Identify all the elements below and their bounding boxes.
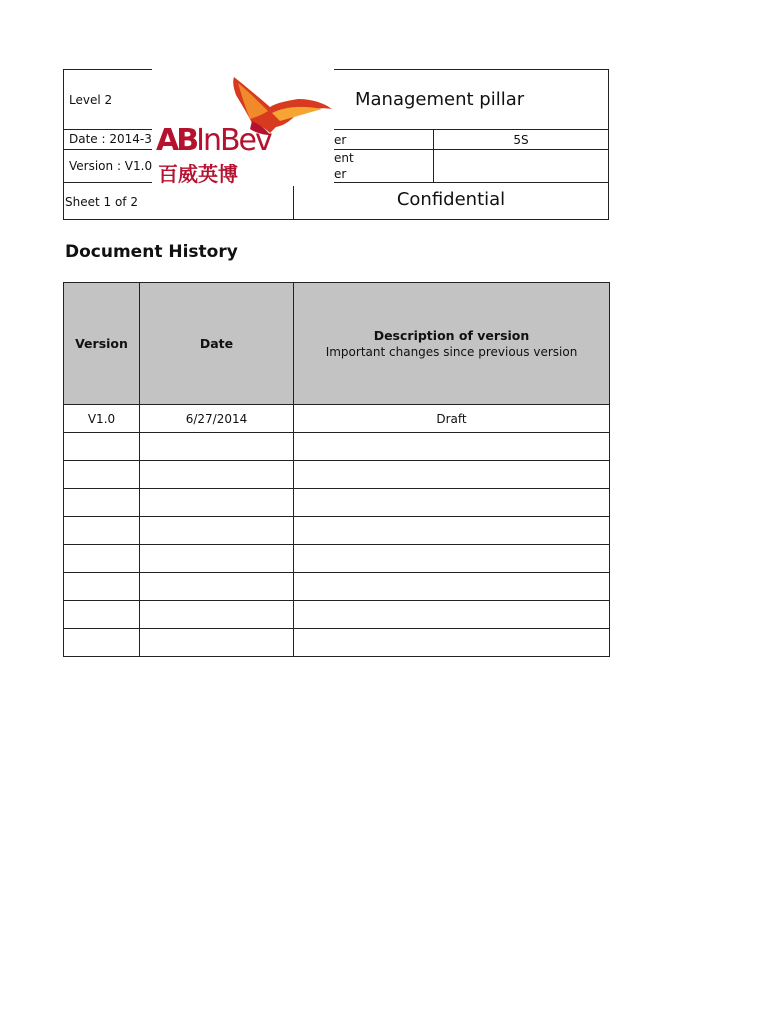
sheet-label: Sheet 1 of 2 — [65, 195, 138, 209]
cell-date — [140, 545, 294, 573]
cell-version — [64, 489, 140, 517]
cell-description — [294, 489, 610, 517]
table-row — [64, 433, 610, 461]
column-header-version: Version — [64, 283, 140, 405]
cell-date — [140, 601, 294, 629]
header-rule-1 — [63, 129, 609, 130]
cell-description — [294, 433, 610, 461]
cell-version — [64, 545, 140, 573]
cell-version — [64, 433, 140, 461]
cell-date — [140, 629, 294, 657]
level-label: Level 2 — [69, 93, 113, 107]
column-header-description: Description of version Important changes since previous version — [294, 283, 610, 405]
cell-date — [140, 573, 294, 601]
date-label: Date : 2014-3 — [69, 132, 152, 146]
pillar-label: er — [334, 133, 347, 147]
table-header-row — [64, 283, 610, 405]
cell-description — [294, 629, 610, 657]
cell-date — [140, 461, 294, 489]
version-label: Version : V1.0 — [69, 159, 153, 173]
logo-wordmark: ABInBev — [156, 123, 271, 158]
table-row — [64, 489, 610, 517]
cell-version — [64, 601, 140, 629]
table-row — [64, 601, 610, 629]
table-row — [64, 545, 610, 573]
header-rule-4 — [63, 182, 609, 183]
cell-date — [140, 517, 294, 545]
table-row — [64, 405, 610, 433]
cell-description — [294, 601, 610, 629]
cell-version: V1.0 — [64, 405, 140, 433]
element-label-line1: ent — [334, 151, 354, 165]
document-history-title: Document History — [65, 242, 238, 262]
table-row — [64, 461, 610, 489]
logo-chinese-name: 百威英博 — [158, 162, 238, 186]
cell-version — [64, 517, 140, 545]
table-row — [64, 573, 610, 601]
document-history-table — [63, 282, 610, 657]
pillar-value: 5S — [513, 133, 529, 147]
element-label-line2: er — [334, 167, 347, 181]
cell-version — [64, 461, 140, 489]
table-row — [64, 517, 610, 545]
abinbev-logo — [152, 69, 334, 186]
cell-description — [294, 545, 610, 573]
cell-description — [294, 517, 610, 545]
column-header-date: Date — [140, 283, 294, 405]
cell-date — [140, 489, 294, 517]
header-rule-2 — [293, 149, 609, 150]
table-row — [64, 629, 610, 657]
cell-description — [294, 573, 610, 601]
cell-date — [140, 433, 294, 461]
confidential-label: Confidential — [396, 189, 506, 210]
cell-version — [64, 573, 140, 601]
cell-description — [294, 461, 610, 489]
cell-description: Draft — [294, 405, 610, 433]
pillar-title: Management pillar — [355, 89, 525, 110]
header-rule-3 — [63, 149, 153, 150]
cell-date: 6/27/2014 — [140, 405, 294, 433]
cell-version — [64, 629, 140, 657]
